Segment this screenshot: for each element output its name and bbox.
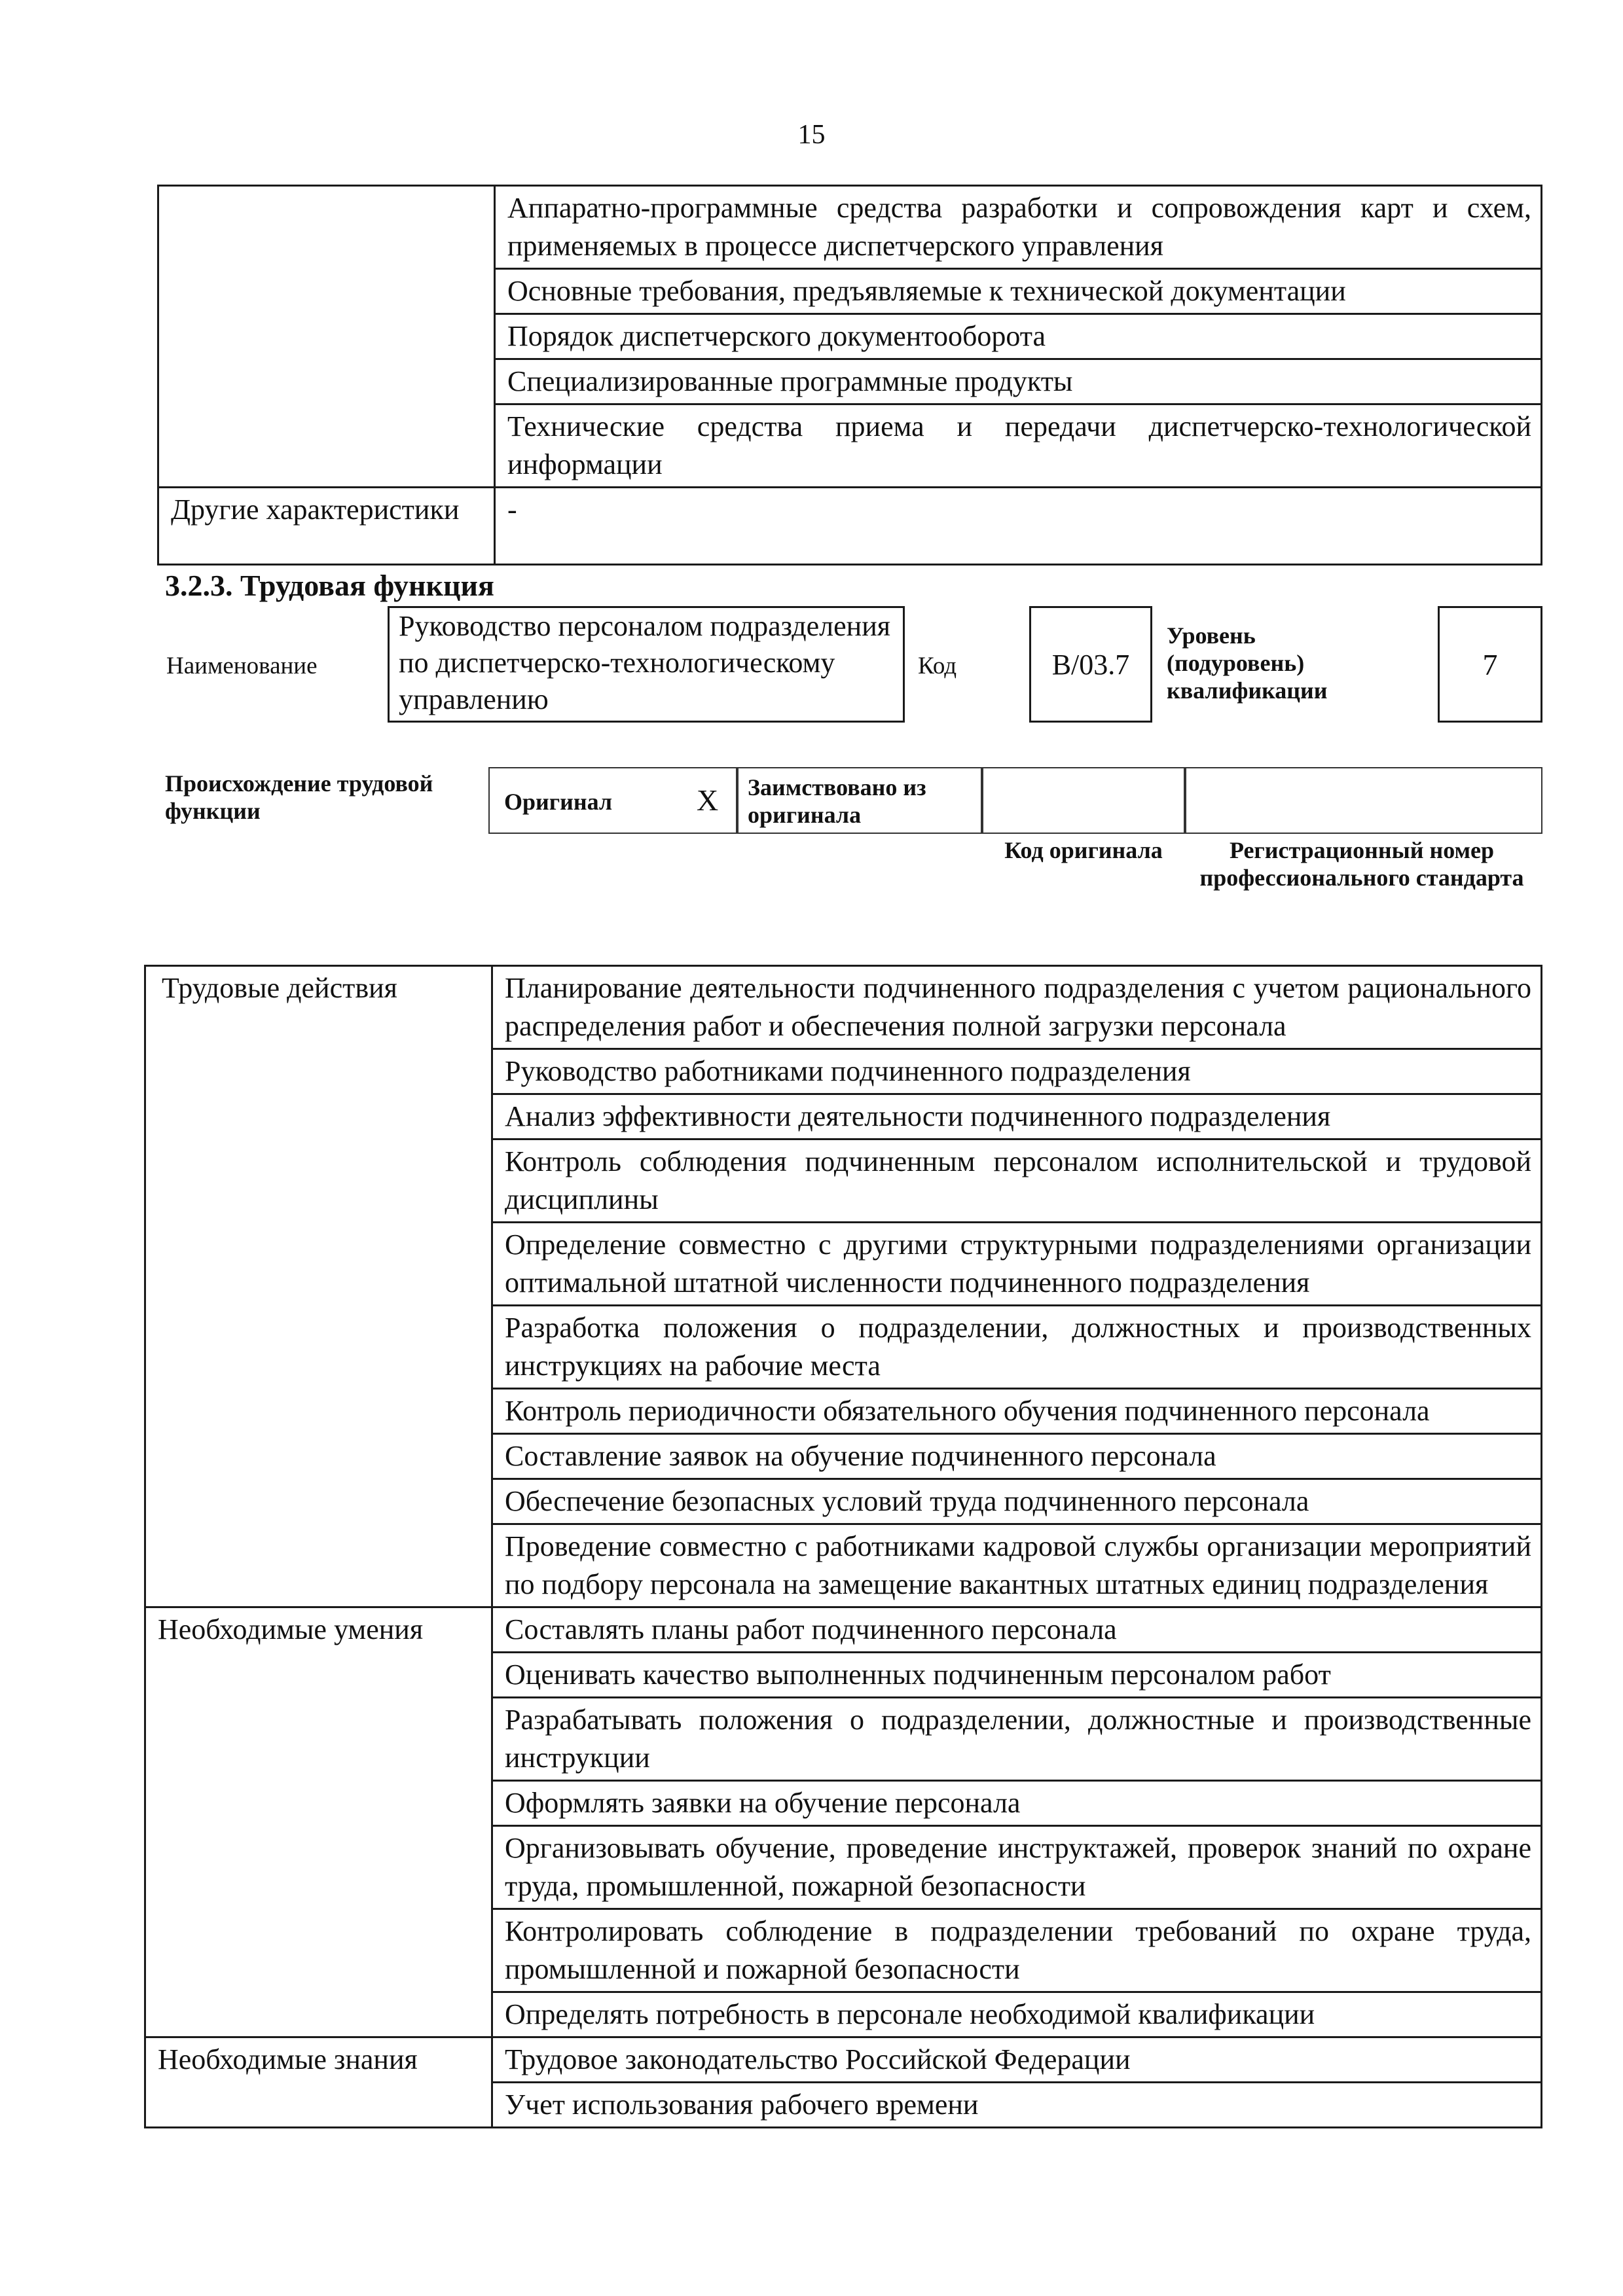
list-item: Учет использования рабочего времени xyxy=(492,2083,1542,2128)
top-table xyxy=(157,185,1542,565)
list-item: Контролировать соблюдение в подразделении требований по охране труда, промышленной и пожарной безопасности xyxy=(492,1909,1542,1992)
list-item: Проведение совместно с работниками кадровой службы организации мероприятий по подбору персонала на замещение вакантных штатных единиц подразделения xyxy=(492,1524,1542,1607)
table-row xyxy=(145,2037,1542,2083)
list-item: Разрабатывать положения о подразделении, должностные и производственные инструкции xyxy=(492,1698,1542,1781)
list-item: Разработка положения о подразделении, должностных и производственных инструкциях на рабочие места xyxy=(492,1306,1542,1389)
group-label: Необходимые знания xyxy=(145,2037,492,2128)
section-heading: 3.2.3. Трудовая функция xyxy=(165,569,494,602)
list-item: Контроль соблюдения подчиненным персоналом исполнительской и трудовой дисциплины xyxy=(492,1139,1542,1223)
list-item: Составлять планы работ подчиненного персонала xyxy=(492,1607,1542,1653)
origin-original-label: Оригинал xyxy=(504,789,613,815)
list-item: Специализированные программные продукты xyxy=(495,359,1542,404)
list-item: - xyxy=(495,488,1542,565)
list-item: Порядок диспетчерского документооборота xyxy=(495,314,1542,359)
level-value: 7 xyxy=(1482,647,1498,681)
list-item: Организовывать обучение, проведение инструктажей, проверок знаний по охране труда, промышленной, пожарной безопасности xyxy=(492,1826,1542,1909)
name-box xyxy=(388,606,905,723)
origin-label: Происхождение трудовой функции xyxy=(165,770,433,824)
level-label: Уровень (подуровень) квалификации xyxy=(1167,622,1328,704)
table-row xyxy=(145,1607,1542,1653)
row-label xyxy=(158,186,495,488)
code-box xyxy=(1029,606,1152,723)
group-label: Трудовые действия xyxy=(145,966,492,1607)
origin-mark: X xyxy=(697,783,719,817)
origin-reg-cell xyxy=(1185,767,1542,834)
level-box xyxy=(1438,606,1542,723)
name-label: Наименование xyxy=(166,653,318,679)
origin-original-cell xyxy=(488,767,737,834)
list-item: Определение совместно с другими структурными подразделениями организации оптимальной штатной численности подчиненного подразделения xyxy=(492,1223,1542,1306)
origin-code-caption: Код оригинала xyxy=(1004,837,1163,863)
origin-borrowed-cell xyxy=(737,767,982,834)
list-item: Обеспечение безопасных условий труда подчиненного персонала xyxy=(492,1479,1542,1524)
list-item: Составление заявок на обучение подчиненного персонала xyxy=(492,1434,1542,1479)
row-label: Другие характеристики xyxy=(158,488,495,565)
code-label: Код xyxy=(918,653,957,679)
list-item: Трудовое законодательство Российской Федерации xyxy=(492,2037,1542,2083)
list-item: Основные требования, предъявляемые к технической документации xyxy=(495,269,1542,314)
main-table xyxy=(144,965,1542,2128)
origin-code-cell xyxy=(982,767,1185,834)
list-item: Оформлять заявки на обучение персонала xyxy=(492,1781,1542,1826)
table-row xyxy=(158,488,1542,565)
list-item: Технические средства приема и передачи диспетчерско-технологической информации xyxy=(495,404,1542,488)
code-value: B/03.7 xyxy=(1051,648,1130,681)
origin-reg-caption: Регистрационный номер профессионального стандарта xyxy=(1199,837,1524,891)
list-item: Контроль периодичности обязательного обучения подчиненного персонала xyxy=(492,1389,1542,1434)
list-item: Анализ эффективности деятельности подчиненного подразделения xyxy=(492,1094,1542,1139)
table-row xyxy=(145,966,1542,1049)
list-item: Руководство работниками подчиненного подразделения xyxy=(492,1049,1542,1094)
name-value: Руководство персоналом подразделения по диспетчерско-технологическому управлению xyxy=(399,610,890,715)
group-label: Необходимые умения xyxy=(145,1607,492,2037)
list-item: Аппаратно-программные средства разработки и сопровождения карт и схем, применяемых в процессе диспетчерского управления xyxy=(495,186,1542,269)
page-number: 15 xyxy=(797,120,826,150)
origin-borrowed-label: Заимствовано из оригинала xyxy=(748,774,926,828)
list-item: Определять потребность в персонале необходимой квалификации xyxy=(492,1992,1542,2037)
list-item: Планирование деятельности подчиненного подразделения с учетом рационального распределения работ и обеспечения полной загрузки персонала xyxy=(492,966,1542,1049)
table-row xyxy=(158,186,1542,269)
list-item: Оценивать качество выполненных подчиненным персоналом работ xyxy=(492,1653,1542,1698)
